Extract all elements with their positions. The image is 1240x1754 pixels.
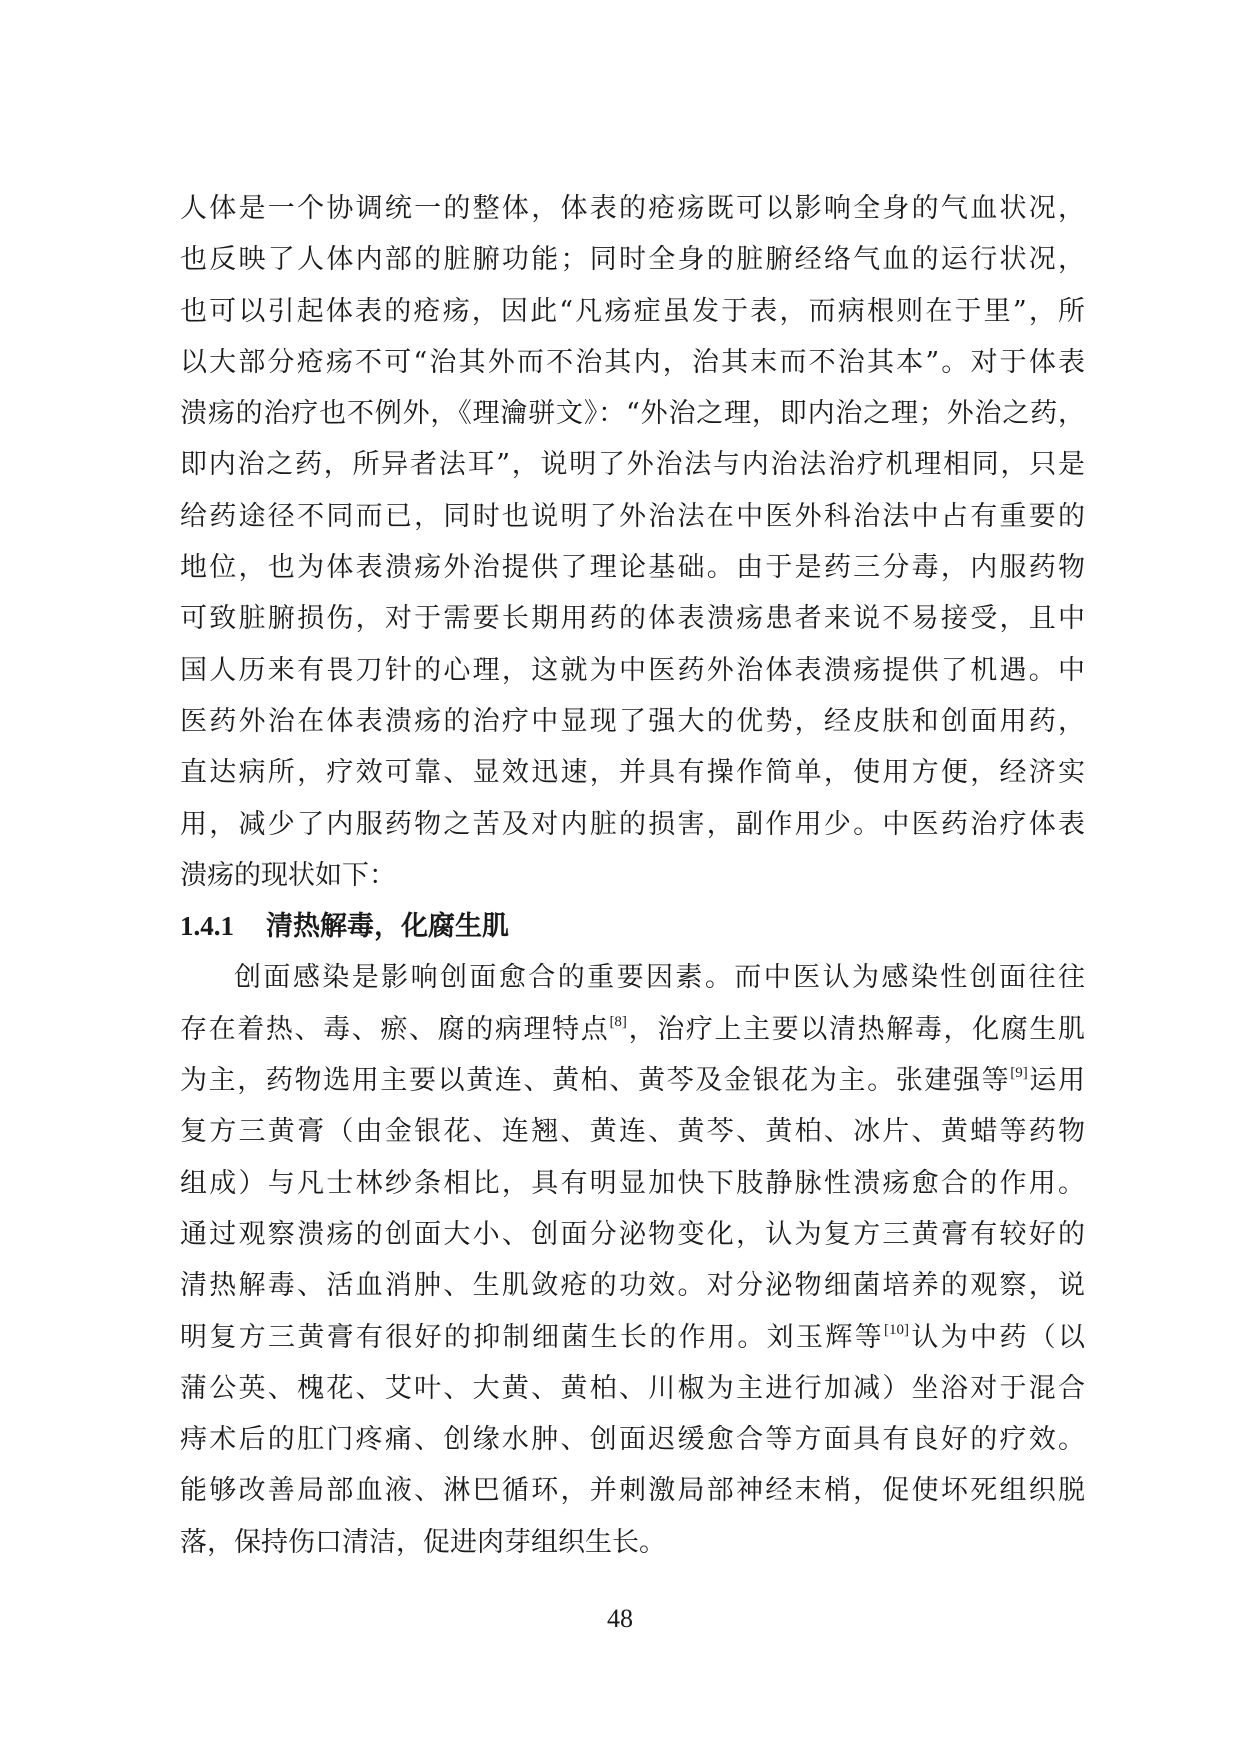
text-line: 溃疡的治疗也不例外，《理瀹骈文》：“外治之理，即内治之理；外治之药， (180, 398, 1085, 430)
text-line: 落，保持伤口清洁，促进肉芽组织生长。 (180, 1526, 666, 1558)
text-span: 存在着热、毒、瘀、腐的病理特点 (180, 1013, 610, 1045)
paragraph-intro (180, 183, 1085, 901)
text-line: 可致脏腑损伤，对于需要长期用药的体表溃疡患者来说不易接受，且中 (180, 603, 1085, 635)
text-line: 能够改善局部血液、淋巴循环，并刺激局部神经末梢，促使坏死组织脱 (180, 1475, 1085, 1507)
text-line (180, 1055, 1085, 1106)
text-line: 创面感染是影响创面愈合的重要因素。而中医认为感染性创面往往 (234, 962, 1085, 994)
text-line: 医药外治在体表溃疡的治疗中显现了强大的优势，经皮肤和创面用药， (180, 705, 1085, 737)
text-line: 国人历来有畏刀针的心理，这就为中医药外治体表溃疡提供了机遇。中 (180, 654, 1085, 686)
text-line: 溃疡的现状如下： (180, 859, 396, 891)
citation-ref: [9] (1010, 1065, 1028, 1082)
section-heading (180, 901, 1085, 952)
text-line: 用，减少了内服药物之苦及对内脏的损害，副作用少。中医药治疗体表 (180, 808, 1085, 840)
text-line: 人体是一个协调统一的整体，体表的疮疡既可以影响全身的气血状况， (180, 193, 1085, 224)
text-line: 也反映了人体内部的脏腑功能；同时全身的脏腑经络气血的运行状况， (180, 244, 1085, 276)
text-line: 也可以引起体表的疮疡，因此“凡疡症虽发于表，而病根则在于里”，所 (180, 295, 1085, 327)
citation-ref: [8] (609, 1013, 627, 1030)
text-line: 组成）与凡士林纱条相比，具有明显加快下肢静脉性溃疡愈合的作用。 (180, 1167, 1085, 1199)
page-body (180, 183, 1085, 1568)
text-line: 蒲公英、槐花、艾叶、大黄、黄柏、川椒为主进行加减）坐浴对于混合 (180, 1372, 1085, 1404)
text-line: 清热解毒、活血消肿、生肌敛疮的功效。对分泌物细菌培养的观察，说 (180, 1270, 1085, 1302)
page-number: 48 (607, 1604, 633, 1633)
text-span: 认为中药（以 (909, 1321, 1085, 1353)
text-line: 地位，也为体表溃疡外治提供了理论基础。由于是药三分毒，内服药物 (180, 552, 1085, 584)
text-line: 通过观察溃疡的创面大小、创面分泌物变化，认为复方三黄膏有较好的 (180, 1218, 1085, 1250)
paragraph-section (180, 952, 1085, 1568)
text-line: 痔术后的肛门疼痛、创缘水肿、创面迟缓愈合等方面具有良好的疗效。 (180, 1424, 1085, 1456)
text-span: ，治疗上主要以清热解毒，化腐生肌 (626, 1013, 1086, 1045)
citation-ref: [10] (884, 1321, 909, 1338)
text-span: 明复方三黄膏有很好的抑制细菌生长的作用。刘玉辉等 (180, 1321, 884, 1353)
text-line: 即内治之药，所异者法耳”，说明了外治法与内治法治疗机理相同，只是 (180, 449, 1085, 481)
text-span: 运用 (1027, 1065, 1086, 1097)
text-line (180, 1312, 1085, 1363)
text-span: 为主，药物选用主要以黄连、黄柏、黄芩及金银花为主。张建强等 (180, 1065, 1011, 1097)
section-number: 1.4.1 (180, 911, 234, 942)
text-line: 给药途径不同而已，同时也说明了外治法在中医外科治法中占有重要的 (180, 500, 1085, 532)
text-line (180, 1004, 1085, 1055)
text-line: 直达病所，疗效可靠、显效迅速，并具有操作简单，使用方便，经济实 (180, 757, 1085, 789)
text-line: 以大部分疮疡不可“治其外而不治其内，治其末而不治其本”。对于体表 (180, 346, 1085, 378)
text-line: 复方三黄膏（由金银花、连翘、黄连、黄芩、黄柏、冰片、黄蜡等药物 (180, 1116, 1085, 1148)
section-title: 清热解毒，化腐生肌 (266, 911, 509, 943)
